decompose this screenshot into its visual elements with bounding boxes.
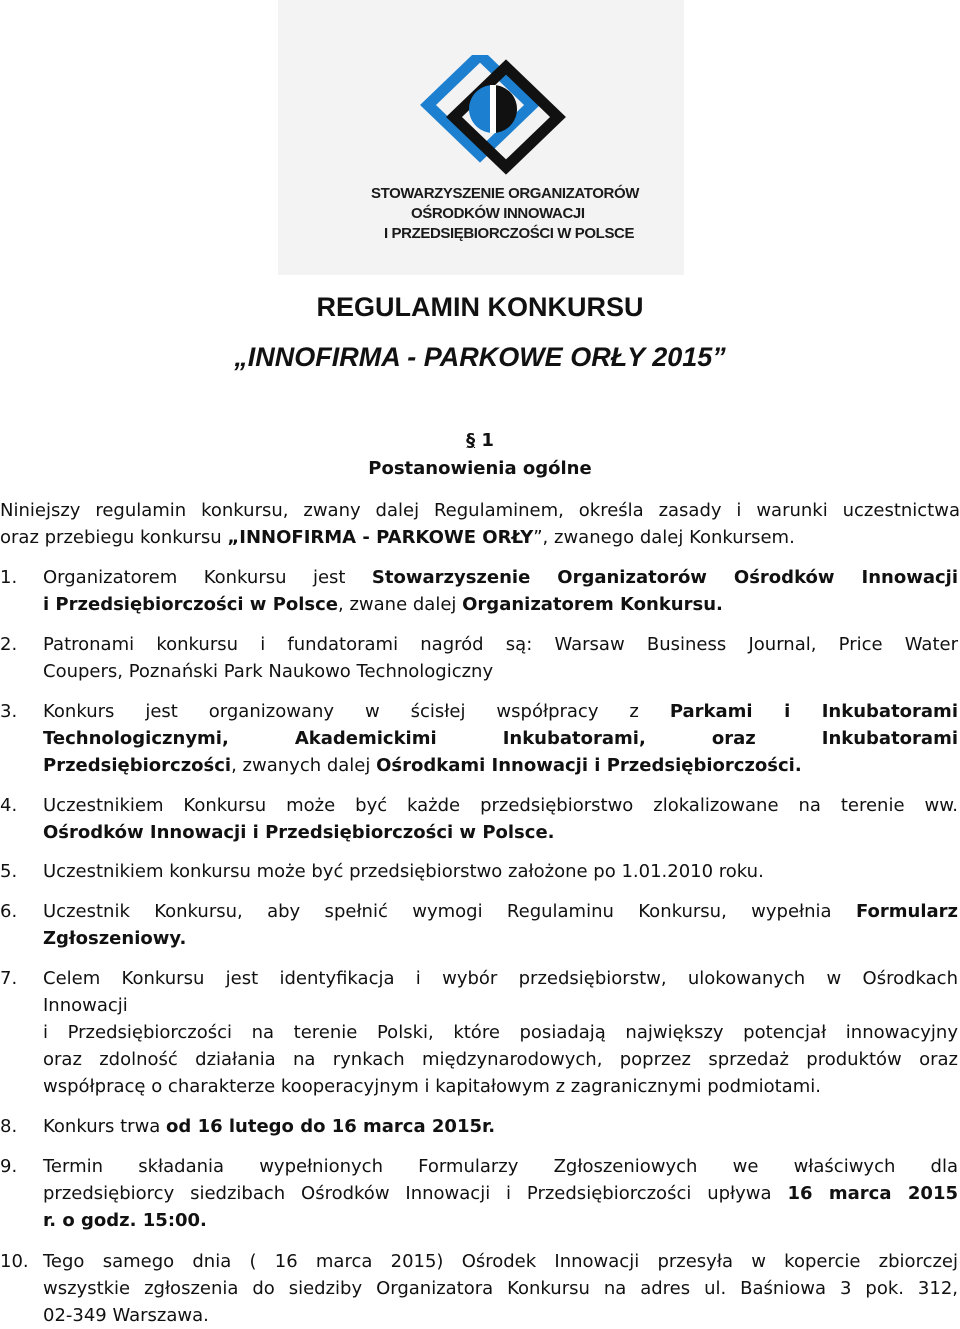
organization-logo [278,0,684,275]
section-heading: Postanowienia ogólne [368,458,592,479]
section-symbol: § [466,430,476,451]
intro-line-2: oraz przebiegu konkursu „INNOFIRMA - PARKOWE ORŁY”, zwanego dalej Konkursem. [0,527,795,548]
item-number: 3. [0,701,18,722]
item-number: 5. [0,861,18,882]
diamond-logo-icon [418,55,568,175]
section-number-value: 1 [481,430,494,451]
logo-line-1: STOWARZYSZENIE ORGANIZATORÓW [371,185,639,202]
logo-line-3: I PRZEDSIĘBIORCZOŚCI W POLSCE [384,225,635,242]
contest-name: „INNOFIRMA - PARKOWE ORŁY 2015” [234,342,726,372]
item-number: 9. [0,1156,18,1177]
item-number: 6. [0,901,18,922]
intro-line-1: Niniejszy regulamin konkursu, zwany dalej Regulaminem, określa zasady i warunki uczestnictwa [0,500,960,521]
item-number: 1. [0,567,18,588]
item-number: 2. [0,634,18,655]
item-number: 10. [0,1251,29,1272]
section-number [0,430,960,451]
document-title: REGULAMIN KONKURSU [316,292,644,322]
logo-line-2: OŚRODKÓW INNOWACJI [411,205,585,222]
item-number: 7. [0,968,18,989]
item-number: 4. [0,795,18,816]
intro-paragraph [0,497,960,551]
item-number: 8. [0,1116,18,1137]
